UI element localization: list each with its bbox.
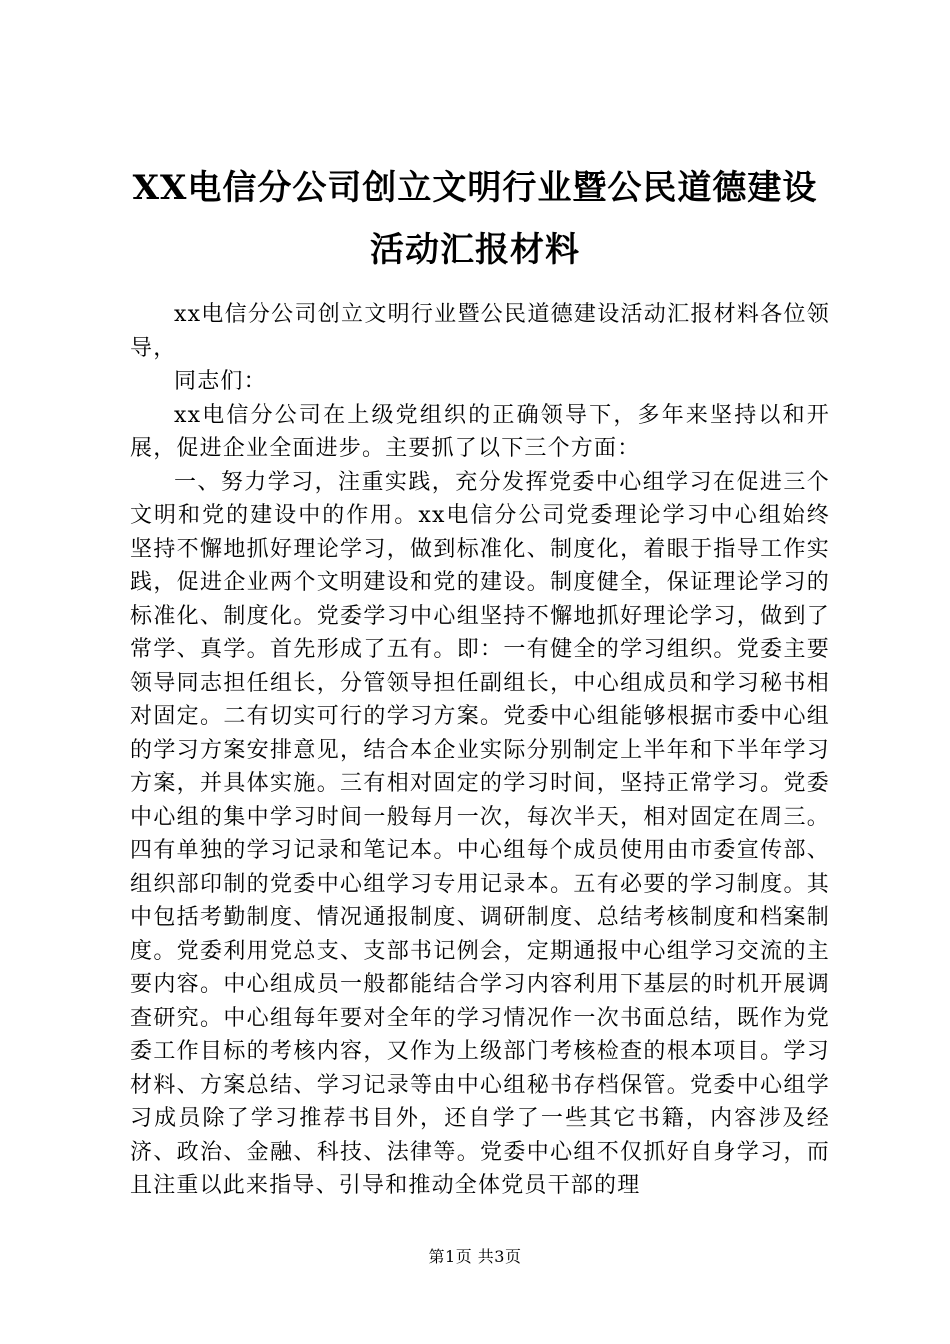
document-body [130, 298, 830, 1203]
document-title-line-1: XX电信分公司创立文明行业暨公民道德建设 [132, 168, 818, 208]
body-paragraph-section-1: 一、努力学习，注重实践，充分发挥党委中心组学习在促进三个文明和党的建设中的作用。xx电信分公司党委理论学习中心组始终坚持不懈地抓好理论学习，做到标准化、制度化，着眼于指导工作实践，促进企业两个文明建设和党的建设。制度健全，保证理论学习的标准化、制度化。党委学习中心组坚持不懈地抓好理论学习，做到了常学、真学。首先形成了五有。即：一有健全的学习组织。党委主要领导同志担任组长，分管领导担任副组长，中心组成员和学习秘书相对固定。二有切实可行的学习方案。党委中心组能够根据市委中心组的学习方案安排意见，结合本企业实际分别制定上半年和下半年学习方案，并具体实施。三有相对固定的学习时间，坚持正常学习。党委中心组的集中学习时间一般每月一次，每次半天，相对固定在周三。四有单独的学习记录和笔记本。中心组每个成员使用由市委宣传部、组织部印制的党委中心组学习专用记录本。五有必要的学习制度。其中包括考勤制度、情况通报制度、调研制度、总结考核制度和档案制度。党委利用党总支、支部书记例会，定期通报中心组学习交流的主要内容。中心组成员一般都能结合学习内容利用下基层的时机开展调查研究。中心组每年要对全年的学习情况作一次书面总结，既作为党委工作目标的考核内容，又作为上级部门考核检查的根本项目。学习材料、方案总结、学习记录等由中心组秘书存档保管。党委中心组学习成员除了学习推荐书目外，还自学了一些其它书籍，内容涉及经济、政治、金融、科技、法律等。党委中心组不仅抓好自身学习，而且注重以此来指导、引导和推动全体党员干部的理 [130, 469, 830, 1198]
document-title-line-2: 活动汇报材料 [370, 230, 580, 270]
body-paragraph-intro: xx电信分公司创立文明行业暨公民道德建设活动汇报材料各位领导， [130, 302, 830, 361]
page-footer: 第1页 共3页 [428, 1247, 522, 1266]
body-paragraph-overview: xx电信分公司在上级党组织的正确领导下，多年来坚持以和开展，促进企业全面进步。主要抓了以下三个方面： [130, 402, 830, 461]
body-paragraph-greeting: 同志们： [174, 369, 267, 394]
